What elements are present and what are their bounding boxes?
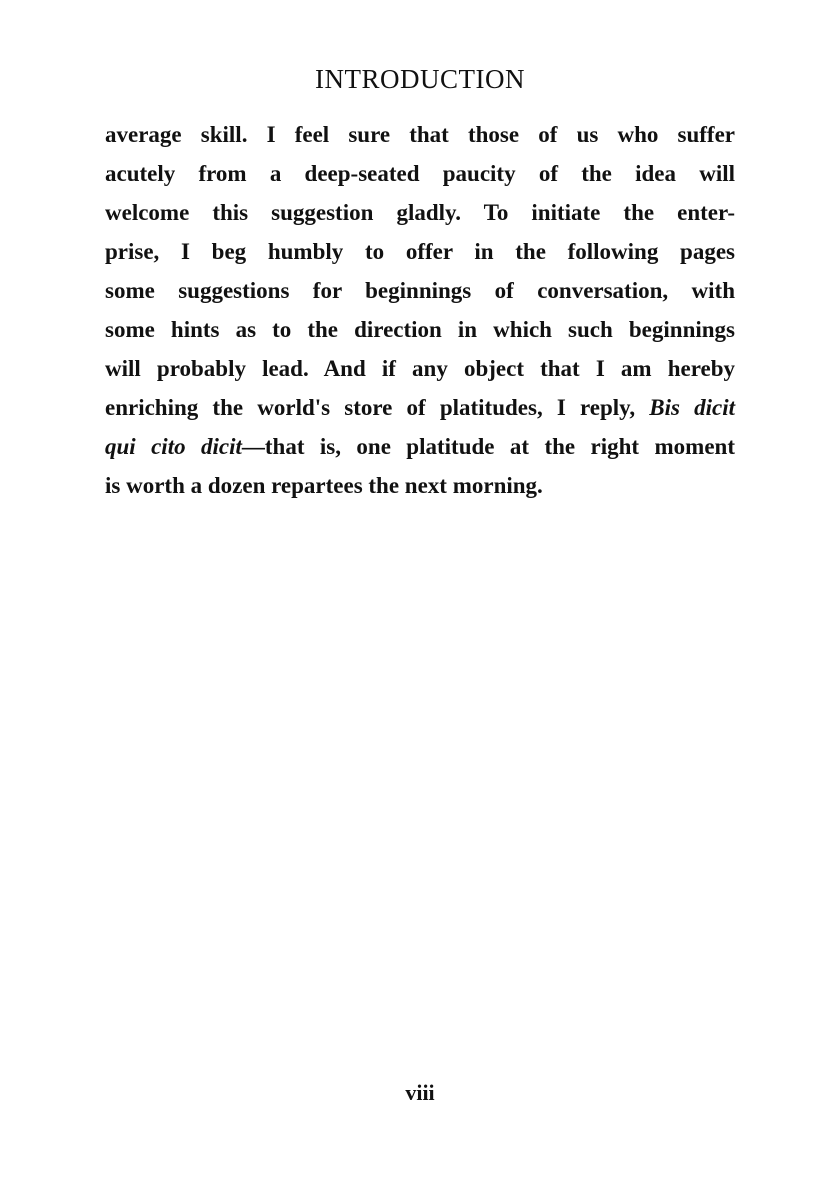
running-head: INTRODUCTION bbox=[315, 64, 525, 94]
text-line-segment: —that is, one platitude at the right moment bbox=[241, 434, 735, 459]
page-number: viii bbox=[405, 1080, 435, 1105]
text-line: will probably lead. And if any object that I am hereby bbox=[105, 356, 735, 381]
text-line-segment: enriching the world's store of platitudes, I reply, bbox=[105, 395, 636, 420]
text-line bbox=[105, 388, 735, 427]
text-line: acutely from a deep-seated paucity of the idea will bbox=[105, 161, 735, 186]
text-line bbox=[105, 427, 735, 466]
latin-phrase-part-1: Bis dicit bbox=[649, 395, 735, 420]
text-line: welcome this suggestion gladly. To initiate the enter- bbox=[105, 200, 735, 225]
text-line: some hints as to the direction in which such beginnings bbox=[105, 317, 735, 342]
text-line: some suggestions for beginnings of conversation, with bbox=[105, 278, 735, 303]
text-line: average skill. I feel sure that those of us who suffer bbox=[105, 122, 735, 147]
text-line: prise, I beg humbly to offer in the following pages bbox=[105, 239, 735, 264]
body-paragraph bbox=[105, 115, 735, 505]
text-line-last: is worth a dozen repartees the next morning. bbox=[105, 473, 543, 498]
latin-phrase-part-2: qui cito dicit bbox=[105, 434, 242, 459]
